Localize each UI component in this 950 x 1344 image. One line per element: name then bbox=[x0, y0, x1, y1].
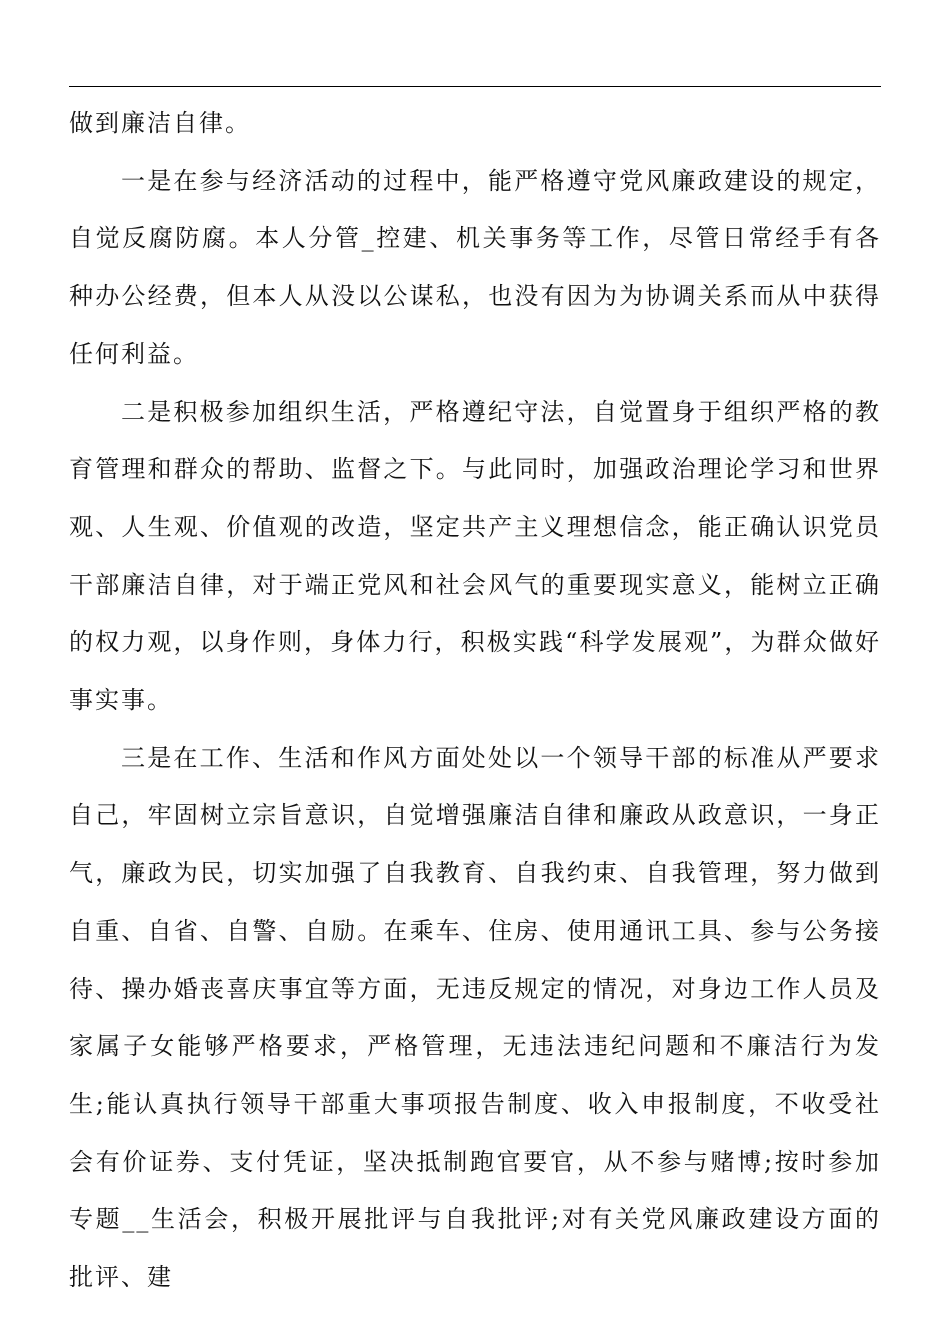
header-rule bbox=[69, 86, 881, 87]
paragraph-point-two: 二是积极参加组织生活，严格遵纪守法，自觉置身于组织严格的教育管理和群众的帮助、监督之下。与此同时，加强政治理论学习和世界观、人生观、价值观的改造，坚定共产主义理想信念，能正确认识党员干部廉洁自律，对于端正党风和社会风气的重要现实意义，能树立正确的权力观，以身作则，身体力行，积极实践“科学发展观”，为群众做好事实事。 bbox=[69, 397, 881, 715]
paragraph-point-one: 一是在参与经济活动的过程中，能严格遵守党风廉政建设的规定，自觉反腐防腐。本人分管_控建、机关事务等工作，尽管日常经手有各种办公经费，但本人从没以公谋私，也没有因为为协调关系而从中获得任何利益。 bbox=[69, 166, 881, 368]
document-body bbox=[69, 95, 881, 1307]
paragraph-point-three: 三是在工作、生活和作风方面处处以一个领导干部的标准从严要求自己，牢固树立宗旨意识，自觉增强廉洁自律和廉政从政意识，一身正气，廉政为民，切实加强了自我教育、自我约束、自我管理，努力做到自重、自省、自警、自励。在乘车、住房、使用通讯工具、参与公务接待、操办婚丧喜庆事宜等方面，无违反规定的情况，对身边工作人员及家属子女能够严格要求，严格管理，无违法违纪问题和不廉洁行为发生;能认真执行领导干部重大事项报告制度、收入申报制度，不收受社会有价证券、支付凭证，坚决抵制跑官要官，从不参与赌博;按时参加专题__生活会，积极开展批评与自我批评;对有关党风廉政建设方面的批评、建 bbox=[69, 743, 881, 1292]
paragraph-continuation: 做到廉洁自律。 bbox=[69, 109, 251, 137]
